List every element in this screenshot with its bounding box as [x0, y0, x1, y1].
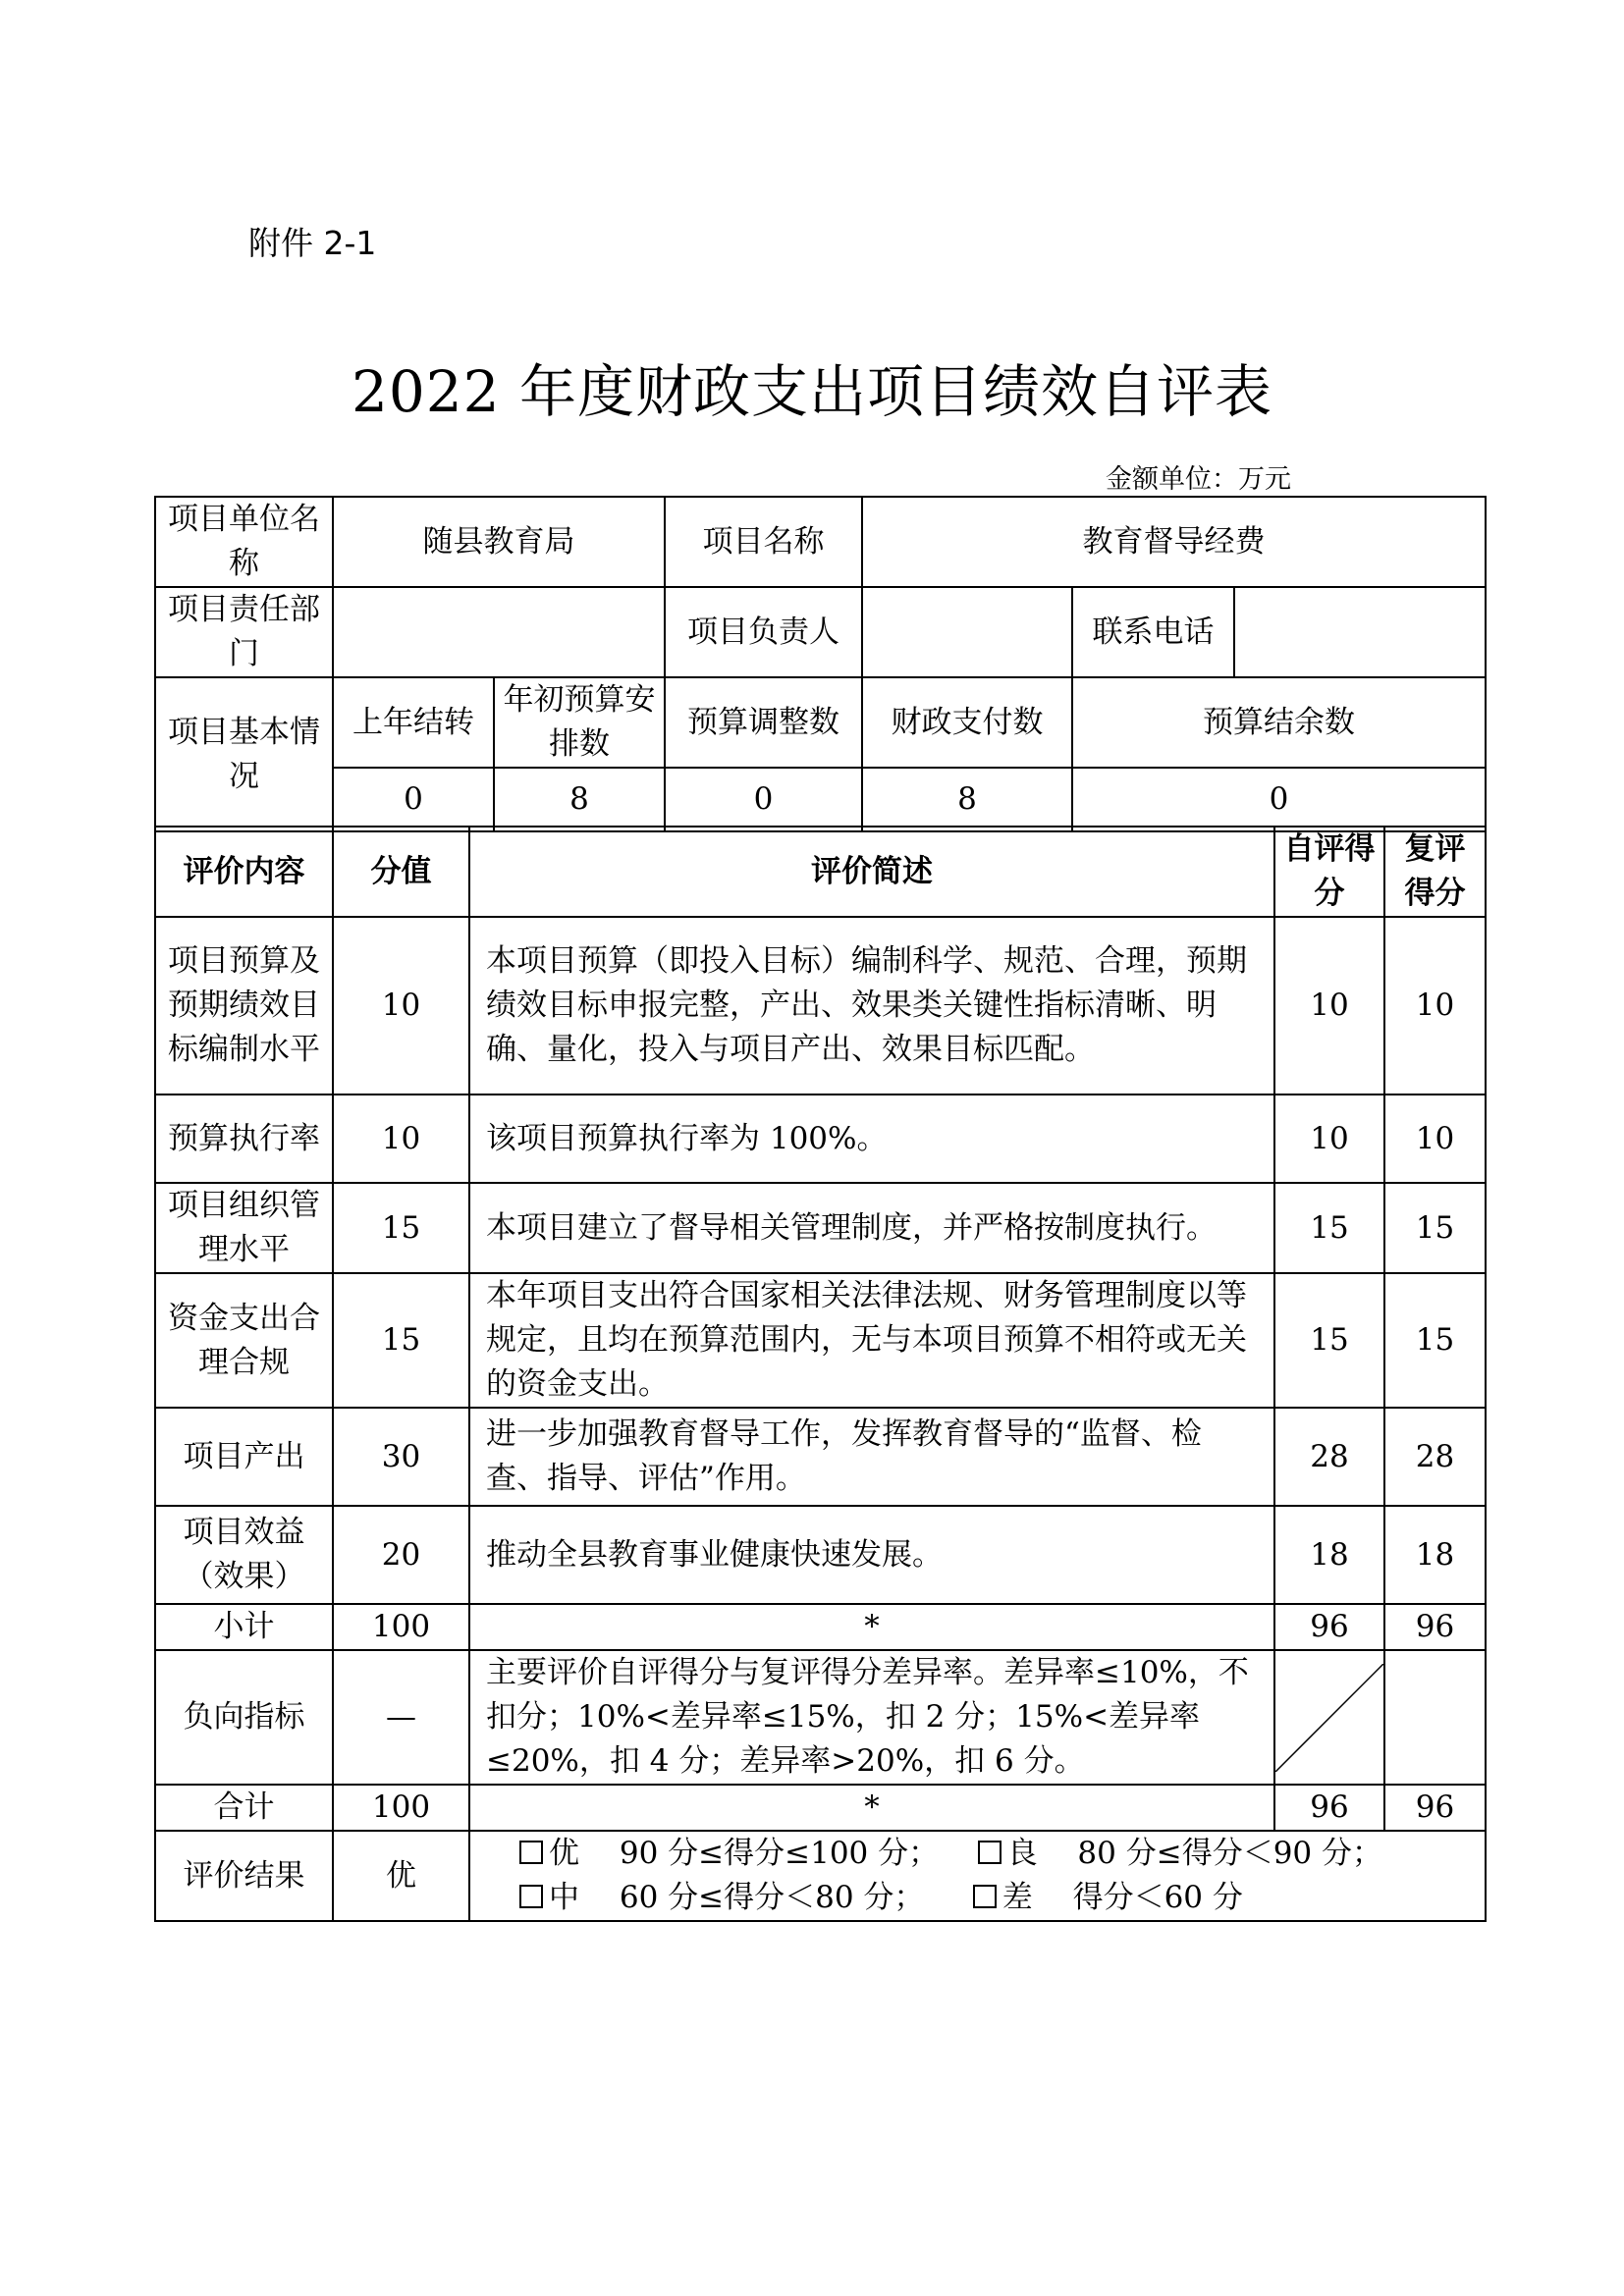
negative-review-score: [1384, 1650, 1486, 1785]
dept-label: 项目责任部门: [155, 587, 333, 677]
table-row: [155, 1183, 1486, 1273]
row-summary: 本年项目支出符合国家相关法律法规、财务管理制度以等规定，且均在预算范围内，无与本项目预算不相符或无关的资金支出。: [469, 1273, 1274, 1408]
row-summary: 本项目建立了督导相关管理制度，并严格按制度执行。: [469, 1183, 1274, 1273]
row-self-score: 18: [1274, 1506, 1384, 1604]
header-summary: 评价简述: [469, 827, 1274, 917]
basic-value-initial: 8: [494, 768, 665, 831]
row-review-score: 10: [1384, 1095, 1486, 1183]
subtotal-review-score: 96: [1384, 1604, 1486, 1650]
negative-label: 负向指标: [155, 1650, 333, 1785]
name-label: 项目名称: [665, 497, 862, 587]
negative-score: —: [333, 1650, 469, 1785]
diagonal-slash-icon: [1275, 1664, 1383, 1772]
dept-value: [333, 587, 665, 677]
unit-value: 随县教育局: [333, 497, 665, 587]
subtotal-self-score: 96: [1274, 1604, 1384, 1650]
subtotal-summary: *: [469, 1604, 1274, 1650]
result-value: 优: [333, 1831, 469, 1921]
phone-label: 联系电话: [1072, 587, 1234, 677]
row-content: 项目组织管理水平: [155, 1183, 333, 1273]
row-self-score: 10: [1274, 1095, 1384, 1183]
total-review-score: 96: [1384, 1785, 1486, 1831]
basic-value-adjust: 0: [665, 768, 862, 831]
row-score: 15: [333, 1273, 469, 1408]
row-review-score: 28: [1384, 1408, 1486, 1506]
header-score: 分值: [333, 827, 469, 917]
checkbox-icon: [973, 1885, 997, 1908]
row-content: 项目产出: [155, 1408, 333, 1506]
row-review-score: 15: [1384, 1183, 1486, 1273]
table-row: [155, 1095, 1486, 1183]
row-content: 项目效益（效果）: [155, 1506, 333, 1604]
negative-self-score-slash: [1274, 1650, 1384, 1785]
total-score: 100: [333, 1785, 469, 1831]
row-score: 15: [333, 1183, 469, 1273]
subtotal-score: 100: [333, 1604, 469, 1650]
option-good: 良 80 分≤得分＜90 分；: [1006, 1836, 1382, 1871]
negative-summary: 主要评价自评得分与复评得分差异率。差异率≤10%，不扣分；10%<差异率≤15%，扣 2 分；15%<差异率≤20%，扣 4 分；差异率>20%，扣 6 分。: [469, 1650, 1274, 1785]
basic-header-initial: 年初预算安排数: [494, 677, 665, 768]
checkbox-icon: [519, 1885, 543, 1908]
attachment-label: 附件 2-1: [248, 224, 377, 262]
total-row: [155, 1785, 1486, 1831]
row-content: 项目预算及预期绩效目标编制水平: [155, 917, 333, 1095]
table-row: [155, 917, 1486, 1095]
row-score: 10: [333, 1095, 469, 1183]
result-label: 评价结果: [155, 1831, 333, 1921]
row-self-score: 15: [1274, 1273, 1384, 1408]
phone-value: [1234, 587, 1486, 677]
option-excellent: 优 90 分≤得分≤100 分；: [549, 1836, 940, 1871]
row-summary: 推动全县教育事业健康快速发展。: [469, 1506, 1274, 1604]
table-row: [155, 1506, 1486, 1604]
basic-header-carryover: 上年结转: [333, 677, 494, 768]
option-poor: 差 得分＜60 分: [1001, 1880, 1243, 1915]
row-content: 预算执行率: [155, 1095, 333, 1183]
row-score: 30: [333, 1408, 469, 1506]
basic-header-balance: 预算结余数: [1072, 677, 1486, 768]
row-self-score: 15: [1274, 1183, 1384, 1273]
row-summary: 本项目预算（即投入目标）编制科学、规范、合理，预期绩效目标申报完整，产出、效果类关键性指标清晰、明确、量化，投入与项目产出、效果目标匹配。: [469, 917, 1274, 1095]
row-content: 资金支出合理合规: [155, 1273, 333, 1408]
row-review-score: 18: [1384, 1506, 1486, 1604]
row-summary: 该项目预算执行率为 100%。: [469, 1095, 1274, 1183]
name-value: 教育督导经费: [862, 497, 1486, 587]
row-score: 20: [333, 1506, 469, 1604]
negative-row: [155, 1650, 1486, 1785]
evaluation-table: [154, 826, 1487, 1922]
basic-header-paid: 财政支付数: [862, 677, 1072, 768]
result-options: [469, 1831, 1486, 1921]
header-self-score: 自评得分: [1274, 827, 1384, 917]
basic-label: 项目基本情况: [155, 677, 333, 831]
table-row: [155, 1408, 1486, 1506]
leader-value: [862, 587, 1072, 677]
row-review-score: 15: [1384, 1273, 1486, 1408]
row-score: 10: [333, 917, 469, 1095]
header-review-score: 复评得分: [1384, 827, 1486, 917]
row-self-score: 10: [1274, 917, 1384, 1095]
project-info-table: [154, 496, 1487, 832]
basic-value-balance: 0: [1072, 768, 1486, 831]
row-summary: 进一步加强教育督导工作，发挥教育督导的“监督、检查、指导、评估”作用。: [469, 1408, 1274, 1506]
unit-label: 项目单位名称: [155, 497, 333, 587]
basic-header-adjust: 预算调整数: [665, 677, 862, 768]
row-review-score: 10: [1384, 917, 1486, 1095]
header-content: 评价内容: [155, 827, 333, 917]
result-options-line-1: [519, 1832, 1469, 1876]
subtotal-label: 小计: [155, 1604, 333, 1650]
total-summary: *: [469, 1785, 1274, 1831]
leader-label: 项目负责人: [665, 587, 862, 677]
checkbox-icon: [978, 1841, 1001, 1864]
checkbox-icon: [519, 1841, 543, 1864]
result-row: [155, 1831, 1486, 1921]
unit-note: 金额单位：万元: [1106, 464, 1291, 495]
basic-value-carryover: 0: [333, 768, 494, 831]
option-medium: 中 60 分≤得分＜80 分；: [549, 1880, 925, 1915]
row-self-score: 28: [1274, 1408, 1384, 1506]
total-label: 合计: [155, 1785, 333, 1831]
result-options-line-2: [519, 1876, 1469, 1920]
total-self-score: 96: [1274, 1785, 1384, 1831]
subtotal-row: [155, 1604, 1486, 1650]
table-row: [155, 1273, 1486, 1408]
page-title: 2022 年度财政支出项目绩效自评表: [351, 358, 1273, 425]
basic-value-paid: 8: [862, 768, 1072, 831]
